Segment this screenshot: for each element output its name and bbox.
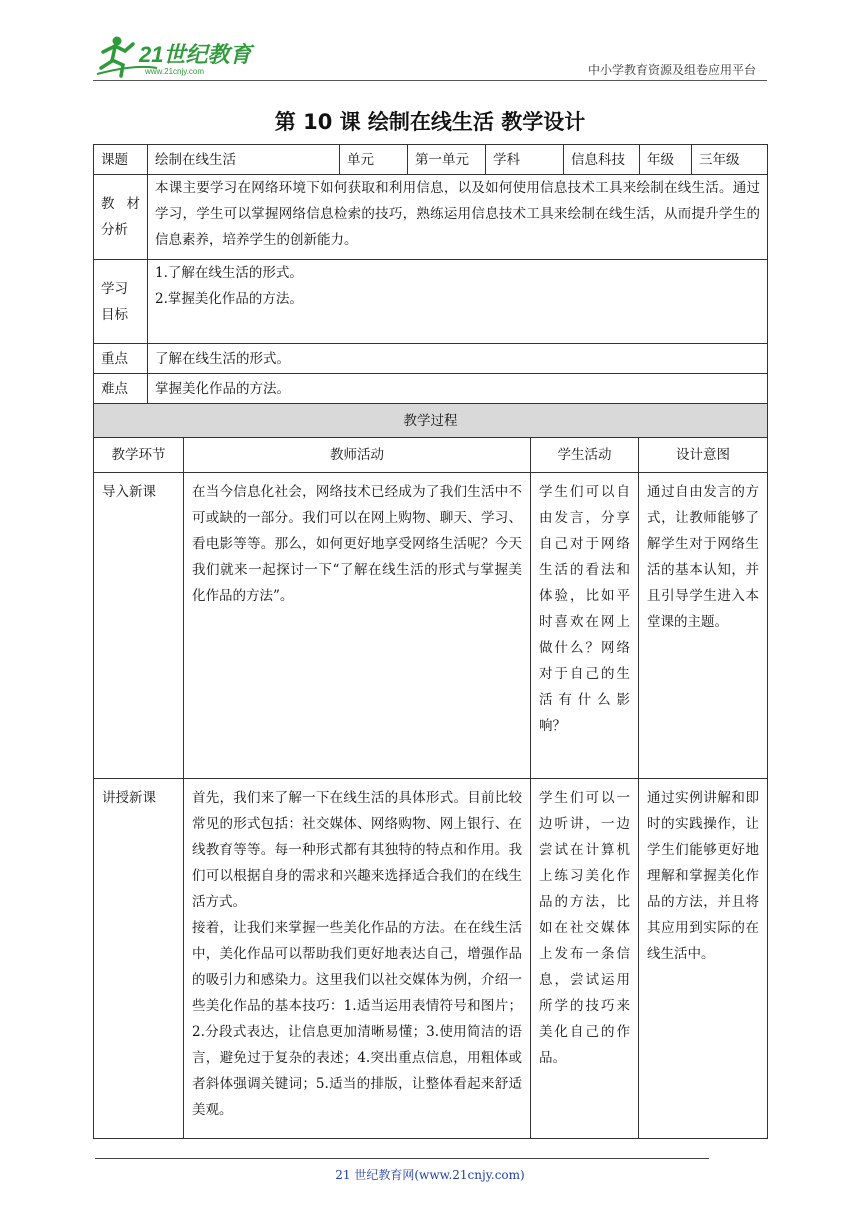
platform-name: 中小学教育资源及组卷应用平台 bbox=[587, 63, 756, 77]
analysis-value: 本课主要学习在网络环境下如何获取和利用信息，以及如何使用信息技术工具来绘制在线生活。通过学习，学生可以掌握网络信息检索的技巧，熟练运用信息技术工具来绘制在线生活，从而提升学生的信息素养，培养学生的创新能力。 bbox=[148, 175, 768, 260]
grade-label: 年级 bbox=[640, 145, 692, 175]
topic-label: 课题 bbox=[94, 145, 148, 175]
intent-cell: 通过自由发言的方式，让教师能够了解学生对于网络生活的基本认知，并且引导学生进入本堂课的主题。 bbox=[639, 473, 768, 779]
goal-item: 1.了解在线生活的形式。 bbox=[155, 265, 303, 281]
process-table bbox=[93, 403, 768, 1139]
info-row-goals bbox=[94, 260, 768, 344]
intent-cell: 通过实例讲解和即时的实践操作，让学生们能够更好地理解和掌握美化作品的方法，并且将其应用到实际的在线生活中。 bbox=[639, 779, 768, 1139]
site-logo bbox=[95, 34, 265, 78]
grade-value: 三年级 bbox=[692, 145, 768, 175]
goal-item: 2.掌握美化作品的方法。 bbox=[155, 291, 303, 307]
topic-value: 绘制在线生活 bbox=[148, 145, 340, 175]
col-header-stage: 教学环节 bbox=[94, 438, 184, 473]
key-label: 重点 bbox=[94, 344, 148, 374]
goals-list bbox=[148, 260, 768, 344]
info-row-analysis bbox=[94, 175, 768, 260]
table-row bbox=[94, 779, 768, 1139]
runner-logo-icon bbox=[95, 34, 265, 78]
stage-cell: 讲授新课 bbox=[94, 779, 184, 1139]
difficulty-value: 掌握美化作品的方法。 bbox=[148, 374, 768, 404]
teacher-cell: 首先，我们来了解一下在线生活的具体形式。目前比较常见的形式包括：社交媒体、网络购物、网上银行、在线教育等等。每一种形式都有其独特的特点和作用。我们可以根据自身的需求和兴趣来选择适合我们的在线生活方式。 接着，让我们来掌握一些美化作品的方法。在在线生活中，美化作品可以帮助我们更好地表达自己，增强作品的吸引力和感染力。这里我们以社交媒体为例，介绍一些美化作品的基本技巧：1.适当运用表情符号和图片；2.分段式表达，让信息更加清晰易懂；3.使用简洁的语言，避免过于复杂的表述；4.突出重点信息，用粗体或者斜体强调关键词；5.适当的排版，让整体看起来舒适美观。 bbox=[184, 779, 531, 1139]
info-row-difficulty bbox=[94, 374, 768, 404]
footer-text: 21 世纪教育网(www.21cnjy.com) bbox=[335, 1168, 525, 1182]
subject-label: 学科 bbox=[486, 145, 564, 175]
subject-value: 信息科技 bbox=[564, 145, 640, 175]
unit-value: 第一单元 bbox=[408, 145, 486, 175]
unit-label: 单元 bbox=[340, 145, 408, 175]
teacher-cell: 在当今信息化社会，网络技术已经成为了我们生活中不可或缺的一部分。我们可以在网上购物、聊天、学习、看电影等等。那么，如何更好地享受网络生活呢？今天我们就来一起探讨一下“了解在线生活的形式与掌握美化作品的方法”。 bbox=[184, 473, 531, 779]
process-section-title: 教学过程 bbox=[94, 404, 768, 438]
footer-divider bbox=[95, 1158, 709, 1159]
logo-text: 21世纪教育 bbox=[139, 42, 252, 67]
header-divider bbox=[93, 80, 767, 81]
col-header-intent: 设计意图 bbox=[639, 438, 768, 473]
page-title: 第 10 课 绘制在线生活 教学设计 bbox=[274, 110, 586, 134]
process-section-row bbox=[94, 404, 768, 438]
info-row-key bbox=[94, 344, 768, 374]
info-table bbox=[93, 144, 768, 404]
stage-cell: 导入新课 bbox=[94, 473, 184, 779]
logo-url: www.21cnjy.com bbox=[145, 67, 204, 76]
col-header-teacher: 教师活动 bbox=[184, 438, 531, 473]
key-value: 了解在线生活的形式。 bbox=[148, 344, 768, 374]
student-cell: 学生们可以一边听讲，一边尝试在计算机上练习美化作品的方法，比如在社交媒体上发布一条信息，尝试运用所学的技巧来美化自己的作品。 bbox=[531, 779, 639, 1139]
analysis-label: 教 材 分析 bbox=[94, 175, 148, 260]
table-row bbox=[94, 473, 768, 779]
process-header-row bbox=[94, 438, 768, 473]
col-header-student: 学生活动 bbox=[531, 438, 639, 473]
difficulty-label: 难点 bbox=[94, 374, 148, 404]
info-row-basic bbox=[94, 145, 768, 175]
student-cell: 学生们可以自由发言，分享自己对于网络生活的看法和体验，比如平时喜欢在网上做什么？网络对于自己的生活有什么影响？ bbox=[531, 473, 639, 779]
goals-label: 学习 目标 bbox=[94, 260, 148, 344]
